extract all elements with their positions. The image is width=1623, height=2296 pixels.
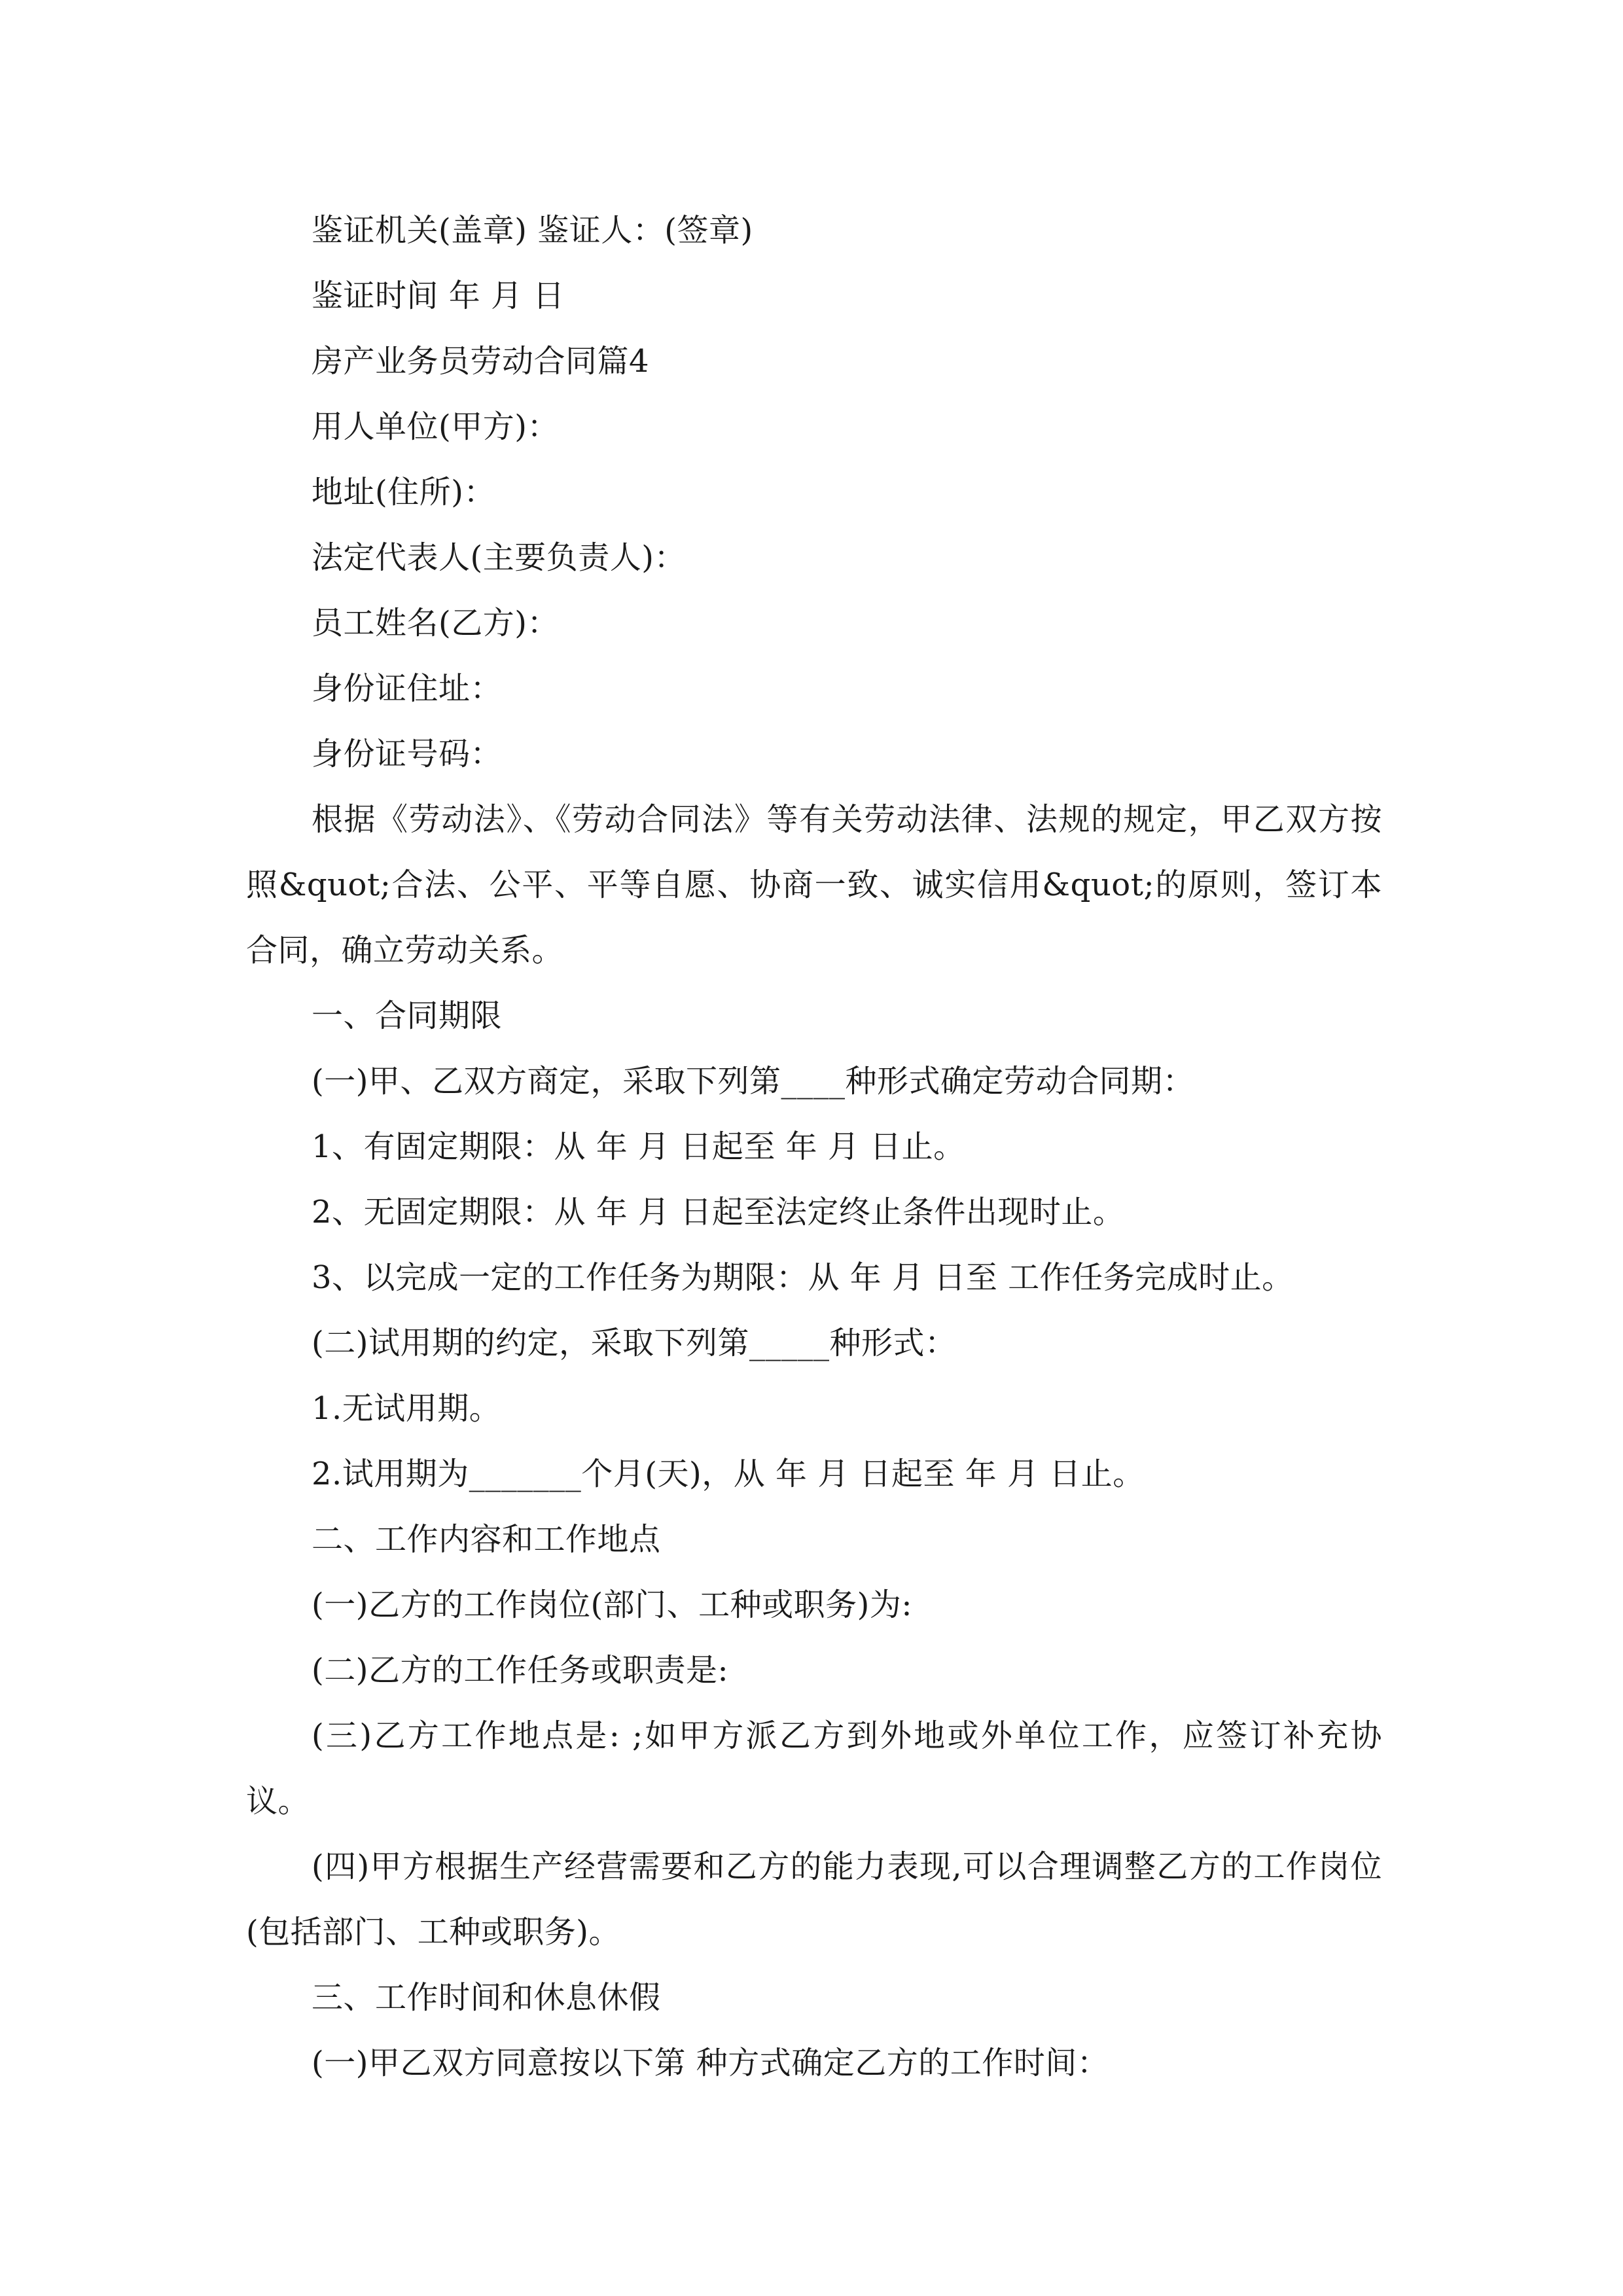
employer-field-label: 用人单位(甲方)： [312, 408, 559, 445]
working-hours-form-choice: (一)甲乙双方同意按以下第 种方式确定乙方的工作时间： [312, 2045, 1109, 2081]
intro-paragraph: 根据《劳动法》、《劳动合同法》等有关劳动法律、法规的规定，甲乙双方按照&quot;合法、公平、平等自愿、协商一致、诚实信用&quot;的原则，签订本合同，确立劳动关系。 [246, 801, 1382, 969]
section-heading-contract-term: 一、合同期限 [312, 997, 503, 1034]
section-heading-working-hours: 三、工作时间和休息休假 [312, 1979, 661, 2016]
open-term-clause: 2、无固定期限：从 年 月 日起至法定终止条件出现时止。 [312, 1194, 1125, 1230]
certification-authority-line: 鉴证机关(盖章) 鉴证人：(签章) [312, 212, 753, 249]
employee-name-field-label: 员工姓名(乙方)： [312, 605, 559, 641]
probation-period-clause: 2.试用期为_______个月(天)，从 年 月 日起至 年 月 日止。 [312, 1456, 1145, 1492]
document-body [246, 198, 1382, 2096]
fixed-term-clause: 1、有固定期限：从 年 月 日起至 年 月 日止。 [312, 1128, 965, 1165]
certification-date-line: 鉴证时间 年 月 日 [312, 278, 565, 314]
section-heading-work-content: 二、工作内容和工作地点 [312, 1521, 661, 1558]
job-position-clause: (一)乙方的工作岗位(部门、工种或职务)为: [312, 1587, 913, 1623]
address-field-label: 地址(住所)： [312, 474, 495, 511]
id-address-field-label: 身份证住址： [312, 670, 503, 707]
task-based-term-clause: 3、以完成一定的工作任务为期限：从 年 月 日至 工作任务完成时止。 [312, 1259, 1294, 1296]
legal-representative-field-label: 法定代表人(主要负责人)： [312, 539, 686, 576]
contract-title: 房产业务员劳动合同篇4 [312, 343, 650, 380]
contract-term-form-choice: (一)甲、乙双方商定，采取下列第____种形式确定劳动合同期： [312, 1063, 1194, 1100]
work-location-clause: (三)乙方工作地点是: ;如甲方派乙方到外地或外单位工作，应签订补充协议。 [246, 1717, 1382, 1820]
id-number-field-label: 身份证号码： [312, 736, 503, 772]
probation-form-choice: (二)试用期的约定，采取下列第_____种形式： [312, 1325, 957, 1361]
no-probation-clause: 1.无试用期。 [312, 1390, 501, 1427]
job-duties-clause: (二)乙方的工作任务或职责是: [312, 1652, 729, 1689]
position-adjustment-clause: (四)甲方根据生产经营需要和乙方的能力表现,可以合理调整乙方的工作岗位(包括部门、工种或职务)。 [246, 1848, 1382, 1950]
